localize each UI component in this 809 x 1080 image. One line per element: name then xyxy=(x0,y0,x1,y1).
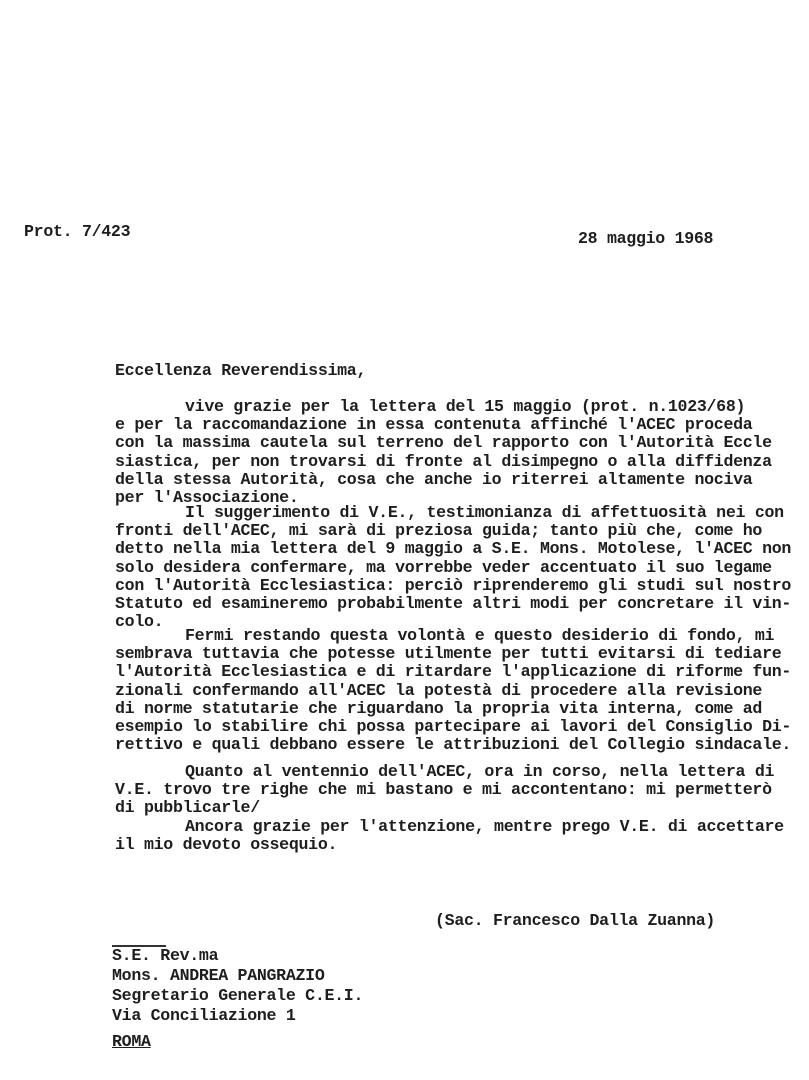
text-line: con l'Autorità Ecclesiastica: perciò riprenderemo gli studi sul nostro xyxy=(115,575,792,595)
signature: (Sac. Francesco Dalla Zuanna) xyxy=(435,911,716,930)
text-line: Il suggerimento di V.E., testimonianza di affettuosità nei con xyxy=(185,503,784,522)
text-line: sembrava tuttavia che potesse utilmente per tutti evitarsi di tediare xyxy=(115,644,782,664)
text-line: colo. xyxy=(115,612,164,632)
text-line: di pubblicarle/ xyxy=(115,798,260,818)
text-line: fronti dell'ACEC, mi sarà di preziosa guida; tanto più che, come ho xyxy=(115,521,763,541)
text-line: siastica, per non trovarsi di fronte al disimpegno o alla diffidenza xyxy=(115,451,772,471)
paragraph-5 xyxy=(115,818,784,854)
protocol-number: Prot. 7/423 xyxy=(24,222,131,241)
text-line: per l'Associazione. xyxy=(115,487,299,507)
text-line: di norme statutarie che riguardano la propria vita interna, come ad xyxy=(115,698,763,718)
recipient-city: ROMA xyxy=(112,1032,151,1051)
text-line: l'Autorità Ecclesiastica e di ritardare l'applicazione di riforme fun- xyxy=(115,662,792,682)
text-line: della stessa Autorità, cosa che anche io riterrei altamente nociva xyxy=(115,469,753,489)
text-line: Ancora grazie per l'attenzione, mentre prego V.E. di accettare xyxy=(185,817,784,836)
salutation: Eccellenza Reverendissima, xyxy=(115,361,367,380)
faint-stamp-mark xyxy=(400,4,406,16)
text-line: con la massima cautela sul terreno del rapporto con l'Autorità Eccle xyxy=(115,433,772,453)
recipient-line: Mons. ANDREA PANGRAZIO xyxy=(112,966,325,985)
paragraph-4 xyxy=(115,763,774,818)
recipient-line: Segretario Generale C.E.I. xyxy=(112,986,364,1005)
text-line: esempio lo stabilire chi possa partecipare ai lavori del Consiglio Di- xyxy=(115,716,792,736)
recipient-address xyxy=(112,947,363,1027)
letter-date: 28 maggio 1968 xyxy=(578,229,714,248)
text-line: vive grazie per la lettera del 15 maggio (prot. n.1023/68) xyxy=(185,397,746,416)
paragraph-2 xyxy=(115,504,791,631)
text-line: e per la raccomandazione in essa contenuta affinché l'ACEC proceda xyxy=(115,415,753,435)
text-line: solo desidera confermare, ma vorrebbe veder accentuato il suo legame xyxy=(115,557,772,577)
text-line: zionali confermando all'ACEC la potestà di procedere alla revisione xyxy=(115,680,763,700)
paragraph-3 xyxy=(115,627,791,754)
text-line: detto nella mia lettera del 9 maggio a S.E. Mons. Motolese, l'ACEC non xyxy=(115,539,792,559)
recipient-line: S.E. Rev.ma xyxy=(112,946,219,965)
text-line: il mio devoto ossequio. xyxy=(115,835,338,855)
text-line: Statuto ed esamineremo probabilmente altri modi per concretare il vin- xyxy=(115,593,792,613)
paragraph-1 xyxy=(115,398,772,507)
text-line: V.E. trovo tre righe che mi bastano e mi accontentano: mi permetterò xyxy=(115,780,772,800)
text-line: Quanto al ventennio dell'ACEC, ora in corso, nella lettera di xyxy=(185,762,775,781)
text-line: Fermi restando questa volontà e questo desiderio di fondo, mi xyxy=(185,626,775,645)
recipient-line: Via Conciliazione 1 xyxy=(112,1006,296,1025)
text-line: rettivo e quali debbano essere le attribuzioni del Collegio sindacale. xyxy=(115,735,792,755)
